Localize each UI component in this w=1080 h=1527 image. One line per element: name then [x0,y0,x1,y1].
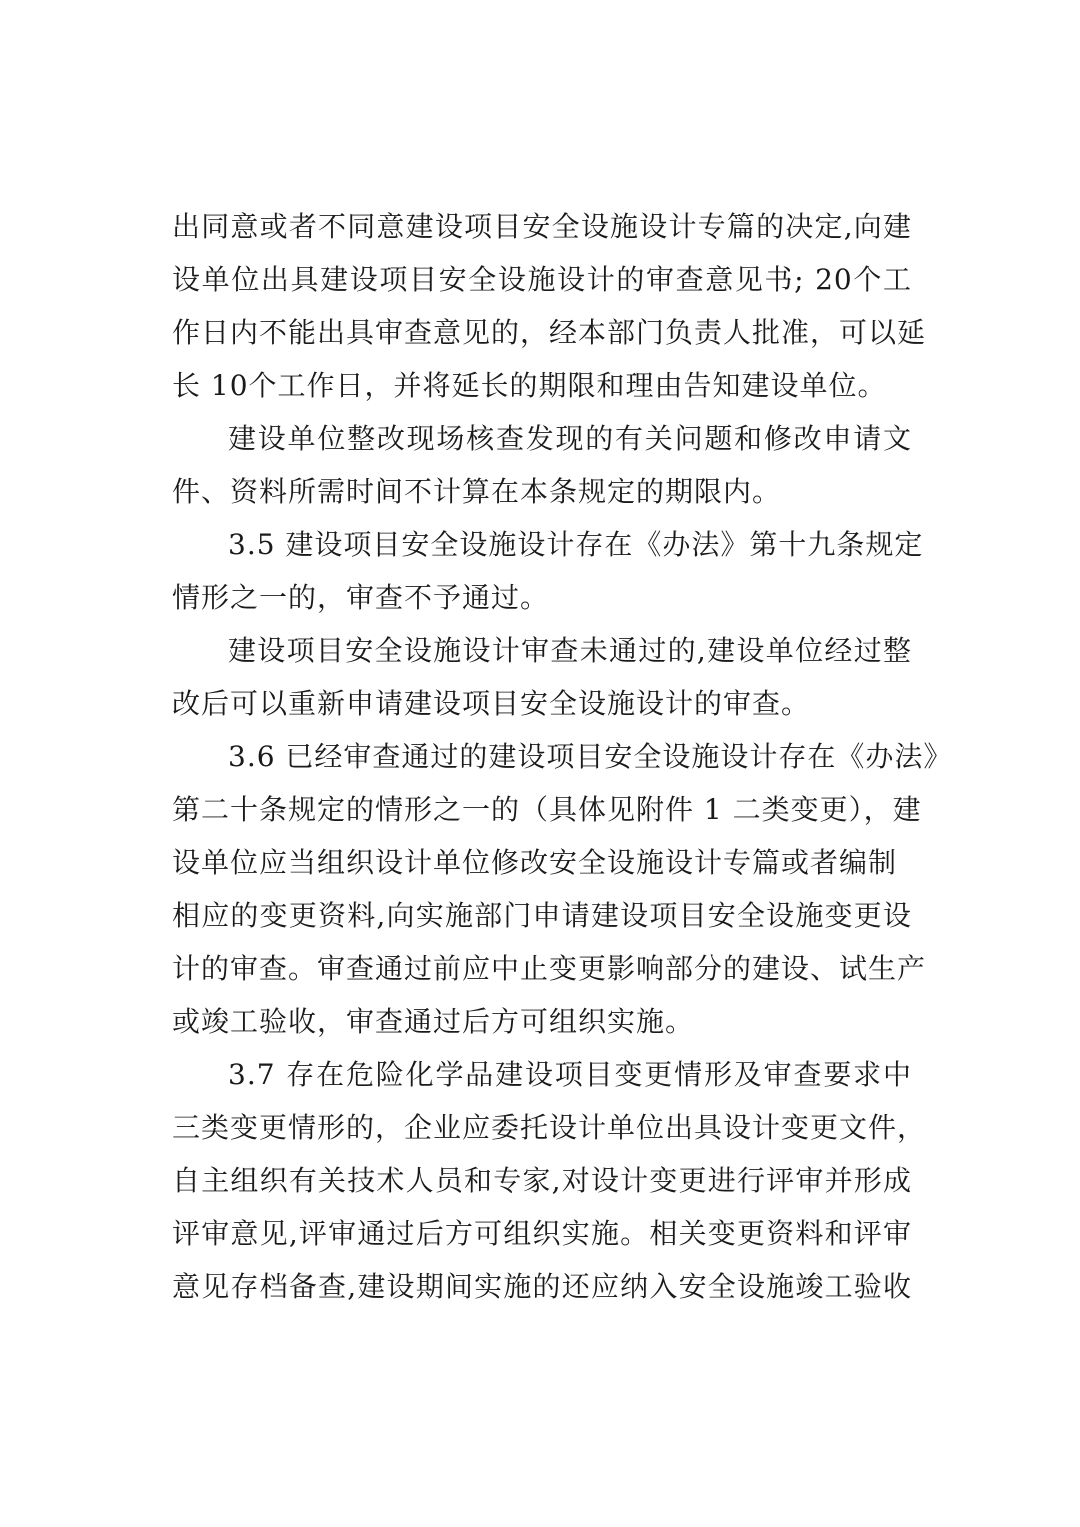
text-line-15: 计的审查。审查通过前应中止变更影响部分的建设、试生产 [172,952,927,985]
text-line-8: 情形之一的，审查不予通过。 [172,581,550,614]
text-line-20: 评审意见,评审通过后方可组织实施。相关变更资料和评审 [172,1217,912,1250]
text-line-9: 建设项目安全设施设计审查未通过的,建设单位经过整 [228,634,912,667]
text-line-14: 相应的变更资料,向实施部门申请建设项目安全设施变更设 [172,899,912,932]
text-line-3: 作日内不能出具审查意见的，经本部门负责人批准，可以延 [172,316,927,349]
text-line-16: 或竣工验收，审查通过后方可组织实施。 [172,1005,695,1038]
text-line-5: 建设单位整改现场核查发现的有关问题和修改申请文 [228,422,912,455]
text-line-11: 3.6 已经审查通过的建设项目安全设施设计存在《办法》 [228,740,953,773]
text-line-2: 设单位出具建设项目安全设施设计的审查意见书; 20个工 [172,263,912,296]
text-line-7: 3.5 建设项目安全设施设计存在《办法》第十九条规定 [228,528,924,561]
text-line-10: 改后可以重新申请建设项目安全设施设计的审查。 [172,687,811,720]
text-line-6: 件、资料所需时间不计算在本条规定的期限内。 [172,475,782,508]
text-line-1: 出同意或者不同意建设项目安全设施设计专篇的决定,向建 [172,210,912,243]
text-line-4: 长 10个工作日，并将延长的期限和理由告知建设单位。 [172,369,887,402]
text-line-18: 三类变更情形的，企业应委托设计单位出具设计变更文件， [172,1111,927,1144]
text-line-12: 第二十条规定的情形之一的（具体见附件 1 二类变更），建 [172,793,922,826]
text-line-17: 3.7 存在危险化学品建设项目变更情形及审查要求中 [228,1058,912,1091]
text-line-21: 意见存档备查,建设期间实施的还应纳入安全设施竣工验收 [172,1270,912,1303]
document-page [172,200,953,1313]
text-line-13: 设单位应当组织设计单位修改安全设施设计专篇或者编制 [172,846,898,879]
text-line-19: 自主组织有关技术人员和专家,对设计变更进行评审并形成 [172,1164,912,1197]
